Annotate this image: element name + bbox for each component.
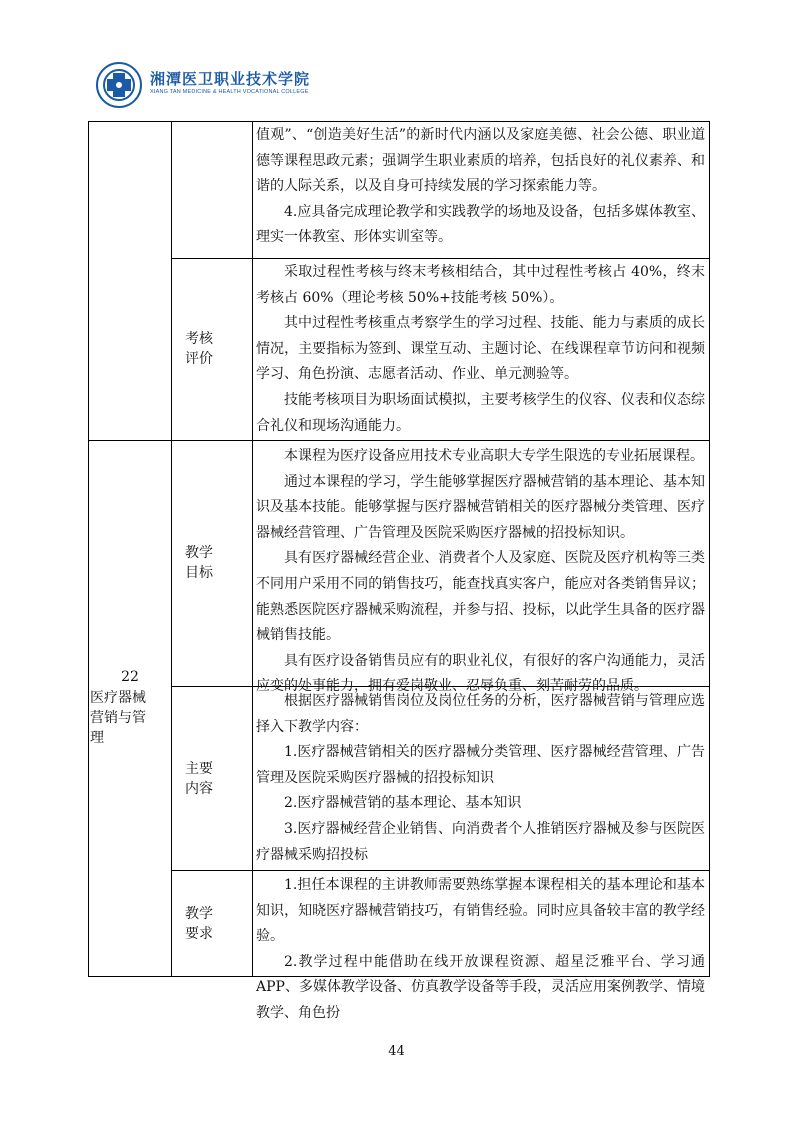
school-name-en: XIANG TAN MEDICINE & HEALTH VOCATIONAL COLLEGE (150, 89, 309, 95)
requirements-paragraph: 1.担任本课程的主讲教师需要熟练掌握本课程相关的基本理论和基本知识，知晓医疗器械营销技巧，有销售经验。同时应具备较丰富的教学经验。 (256, 877, 705, 945)
content-paragraph: 2.医疗器械营销的基本理论、基本知识 (284, 795, 522, 812)
goals-paragraph: 本课程为医疗设备应用技术专业高职大专学生限选的专业拓展课程。 (284, 448, 704, 464)
section-label-goals: 教学目标 (185, 545, 213, 581)
assessment-paragraph: 技能考核项目为职场面试模拟，主要考核学生的仪容、仪表和仪态综合礼仪和现场沟通能力。 (256, 391, 705, 434)
teaching-conditions-cell (256, 123, 705, 251)
conditions-paragraph: 4.应具备完成理论教学和实践教学的场地及设备，包括多媒体教室、理实一体教室、形体实训室等。 (256, 203, 705, 246)
content-paragraph: 根据医疗器械销售岗位及岗位任务的分析，医疗器械营销与管理应选择入下教学内容： (256, 693, 705, 735)
section-label-requirements: 教学要求 (185, 906, 213, 942)
page-number: 44 (388, 1044, 405, 1059)
school-name: 湘潭医卫职业技术学院 (150, 70, 311, 88)
requirements-cell (256, 873, 705, 1027)
section-label-assessment: 考核评价 (185, 331, 213, 367)
section-label-content: 主要内容 (185, 761, 213, 797)
content-paragraph: 3.医疗器械经营企业销售、向消费者个人推销医疗器械及参与医院医疗器械采购招投标 (256, 820, 705, 863)
requirements-paragraph: 2.教学过程中能借助在线开放课程资源、超星泛雅平台、学习通 APP、多媒体教学设备、仿真教学设备等手段，灵活应用案例教学、情境教学、角色扮 (256, 953, 705, 1021)
goals-paragraph: 具有医疗设备销售员应有的职业礼仪，有很好的客户沟通能力，灵活应变的处事能力，拥有爱岗敬业、忍辱负重、刻苦耐劳的品质。 (256, 652, 705, 695)
course-number: 22 (121, 669, 139, 685)
goals-cell (256, 444, 705, 700)
content-paragraph: 1.医疗器械营销相关的医疗器械分类管理、医疗器械经营管理、广告管理及医院采购医疗器械的招投标知识 (256, 744, 705, 786)
school-logo (96, 62, 142, 108)
conditions-paragraph: 值观”、“创造美好生活”的新时代内涵以及家庭美德、社会公德、职业道德等课程思政元素；强调学生职业素质的培养，包括良好的礼仪素养、和谐的人际关系，以及自身可持续发展的学习探索能力等。 (256, 127, 705, 195)
assessment-paragraph: 采取过程性考核与终末考核相结合，其中过程性考核占 40%，终末考核占 60%（理论考核 50%+技能考核 50%）。 (256, 264, 705, 306)
course-table (88, 121, 710, 1021)
goals-paragraph: 具有医疗器械经营企业、消费者个人及家庭、医院及医疗机构等三类不同用户采用不同的销售技巧，能查找真实客户，能应对各类销售异议；能熟悉医院医疗器械采购流程，并参与招、投标，以此学生具备的医疗器械销售技能。 (256, 550, 705, 644)
assessment-paragraph: 其中过程性考核重点考察学生的学习过程、技能、能力与素质的成长情况，主要指标为签到、课堂互动、主题讨论、在线课程章节访问和视频学习、角色扮演、志愿者活动、作业、单元测验等。 (256, 315, 705, 383)
content-cell (256, 689, 705, 868)
course-name: 医疗器械营销与管理 (90, 690, 146, 746)
goals-paragraph: 通过本课程的学习，学生能够掌握医疗器械营销的基本理论、基本知识及基本技能。能够掌握与医疗器械营销相关的医疗器械分类管理、医疗器械经营管理、广告管理及医院采购医疗器械的招投标知识。 (256, 473, 705, 541)
assessment-cell (256, 260, 705, 439)
page-header (96, 62, 696, 110)
